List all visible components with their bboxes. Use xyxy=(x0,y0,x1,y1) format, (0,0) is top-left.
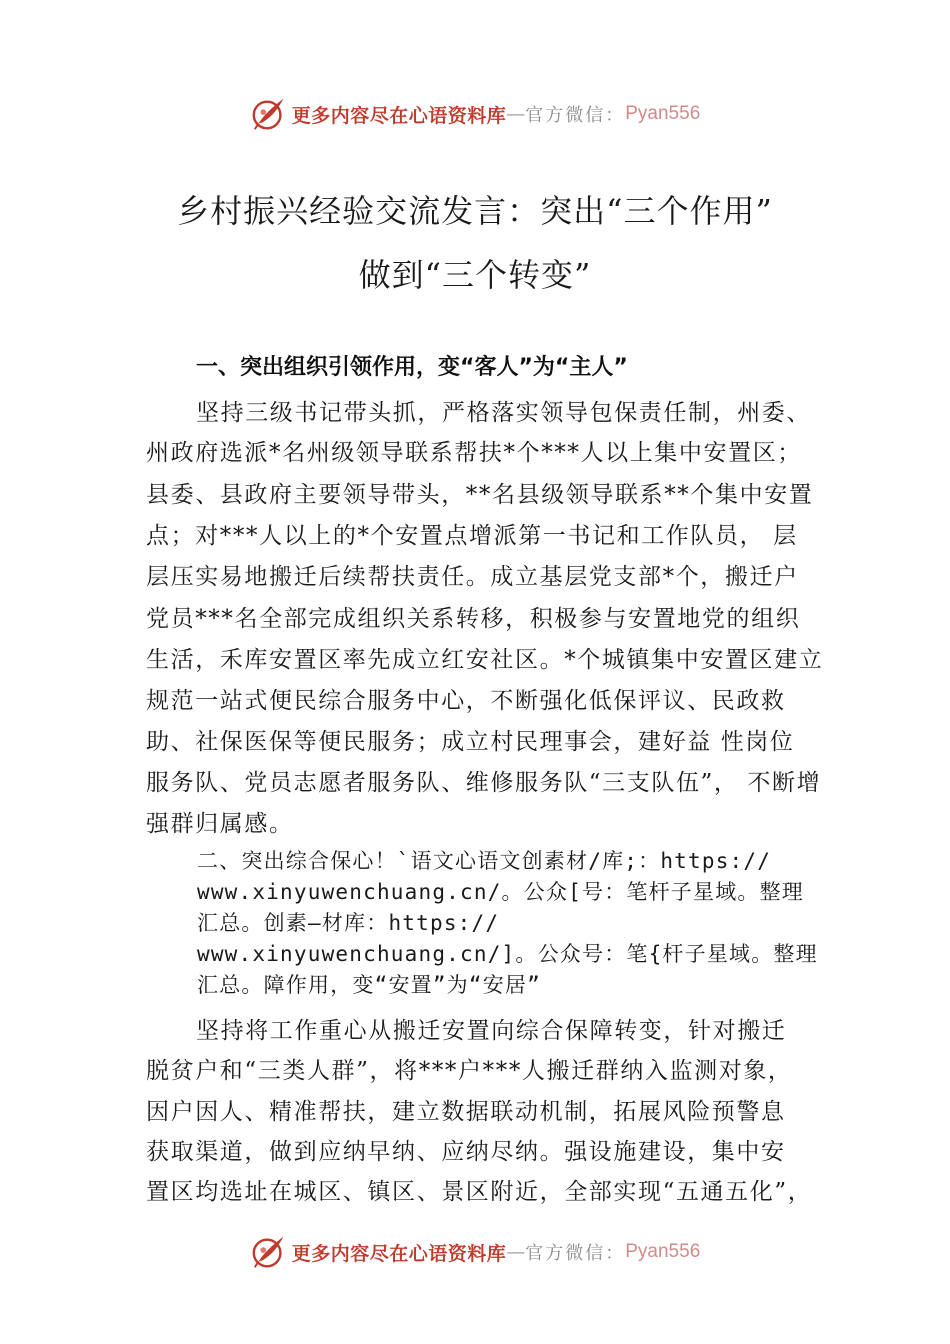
header-banner xyxy=(0,92,950,136)
banner-dash: — xyxy=(506,1241,526,1263)
section-1-line: 党员***名全部完成组织关系转移，积极参与安置地党的组织 xyxy=(146,606,801,632)
section-1-line: 规范一站式便民综合服务中心，不断强化低保评议、民政救 xyxy=(146,688,786,714)
section-1-line: 服务队、党员志愿者服务队、维修服务队“三支队伍”， 不断增 xyxy=(146,770,822,796)
section-2-line: 坚持将工作重心从搬迁安置向综合保障转变，针对搬迁 xyxy=(196,1018,787,1044)
section-2-line: 获取渠道，做到应纳早纳、应纳尽纳。强设施建设，集中安 xyxy=(146,1139,786,1165)
section-2-heading-line: 汇总。障作用，变“安置”为“安居” xyxy=(197,973,541,997)
section-1-line: 州政府选派*名州级领导联系帮扶*个***人以上集中安置区； xyxy=(146,440,802,466)
section-2-line: 因户因人、精准帮扶，建立数据联动机制，拓展风险预警息 xyxy=(146,1099,786,1125)
banner-wechat-label: 官方微信： xyxy=(525,1243,626,1264)
quill-logo-icon xyxy=(250,1233,288,1271)
section-2-line: 置区均选址在城区、镇区、景区附近，全部实现“五通五化”， xyxy=(146,1179,813,1205)
section-1-line: 助、社保医保等便民服务；成立村民理事会，建好益 性岗位 xyxy=(146,729,795,755)
section-2-heading-line: 二、突出综合保心！`语文心语文创素材/库;：https:// xyxy=(197,849,772,873)
section-1-line: 点；对***人以上的*个安置点增派第一书记和工作队员， 层 xyxy=(146,523,798,549)
section-2-heading-line: www.xinyuwenchuang.cn/。公众[号：笔杆子星域。整理 xyxy=(197,880,804,904)
section-1-line: 生活，禾库安置区率先成立红安社区。*个城镇集中安置区建立 xyxy=(146,647,824,673)
section-1-line: 强群归属感。 xyxy=(146,811,294,837)
banner-dash: — xyxy=(506,103,526,125)
document-title-line-2: 做到“三个转变” xyxy=(358,256,592,294)
section-1-line: 层压实易地搬迁后续帮扶责任。成立基层党支部*个，搬迁户 xyxy=(146,564,799,590)
section-2-heading-line: www.xinyuwenchuang.cn/]。公众号：笔{杆子星域。整理 xyxy=(197,942,818,966)
document-title-line-1: 乡村振兴经验交流发言：突出“三个作用” xyxy=(177,192,773,230)
banner-wechat-label: 官方微信： xyxy=(525,105,626,126)
banner-title: 更多内容尽在心语资料库 xyxy=(291,1242,507,1265)
section-1-heading: 一、突出组织引领作用，变“客人”为“主人” xyxy=(196,355,628,380)
banner-wechat-id: Pyan556 xyxy=(625,103,701,124)
quill-logo-icon xyxy=(250,95,288,133)
banner-wechat-id: Pyan556 xyxy=(625,1241,701,1262)
banner-title: 更多内容尽在心语资料库 xyxy=(291,104,507,127)
footer-banner xyxy=(0,1230,950,1274)
section-2-heading-line: 汇总。创素—材库：https:// xyxy=(197,911,500,935)
section-2-line: 脱贫户和“三类人群”，将***户***人搬迁群纳入监测对象， xyxy=(146,1058,793,1084)
section-1-line: 县委、县政府主要领导带头，**名县级领导联系**个集中安置 xyxy=(146,482,814,508)
section-1-line: 坚持三级书记带头抓，严格落实领导包保责任制，州委、 xyxy=(196,400,811,426)
